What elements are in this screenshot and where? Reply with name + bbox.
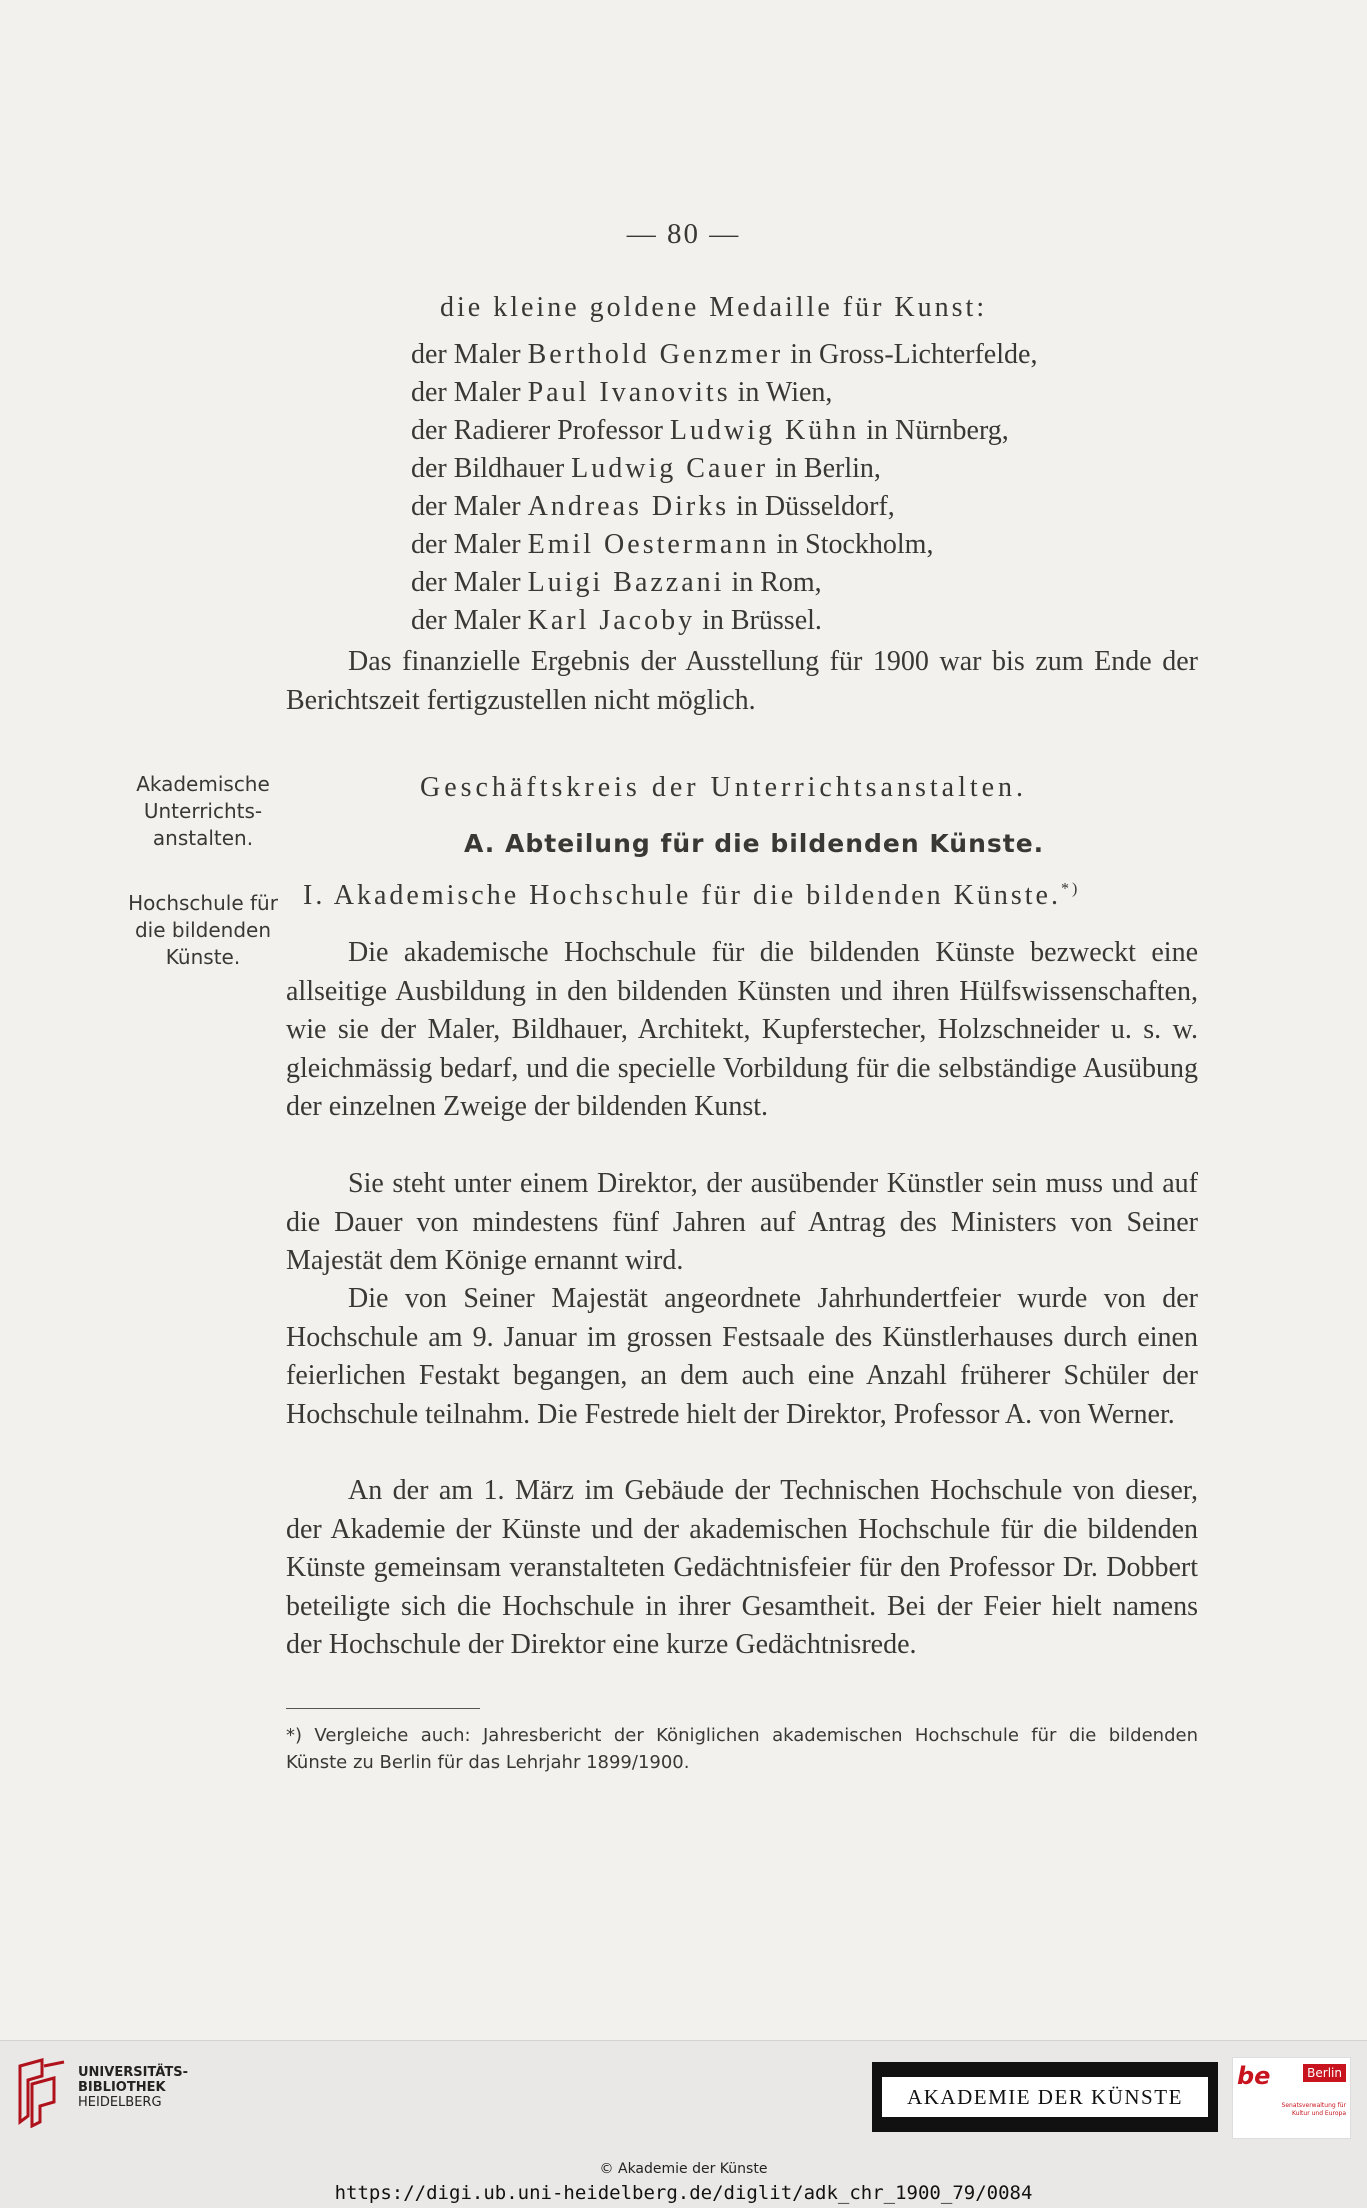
permalink-url[interactable]: https://digi.ub.uni-heidelberg.de/diglit/adk_chr_1900_79/0084 bbox=[334, 2182, 1033, 2204]
footnote: *) Vergleiche auch: Jahresbericht der Königlichen akademischen Hochschule für die bildenden Künste zu Berlin für das Lehrjahr 1899/1900. bbox=[286, 1725, 1198, 1773]
laureate-item: der Maler Andreas Dirks in Düsseldorf, bbox=[411, 491, 895, 522]
footnote-rule bbox=[286, 1708, 480, 1709]
paragraph: An der am 1. März im Gebäude der Technischen Hochschule von dieser, der Akademie der Künste und der akademischen Hochschule für die bildenden Künste gemeinsam veranstalteten Gedächtnisfeier für den Professor Dr. Dobbert beteiligte sich die Hochschule in ihrer Gesamtheit. Bei der Feier hielt namens der Hochschule der Direktor eine kurze Gedächtnisrede. bbox=[286, 1475, 1198, 1660]
finance-paragraph: Das finanzielle Ergebnis der Ausstellung für 1900 war bis zum Ende der Berichtszeit fertigzustellen nicht möglich. bbox=[286, 646, 1198, 716]
laureate-item: der Maler Paul Ivanovits in Wien, bbox=[411, 377, 833, 408]
library-logo-icon bbox=[14, 2056, 70, 2128]
laureate-item: der Maler Luigi Bazzani in Rom, bbox=[411, 567, 822, 598]
chapter-heading: I. Akademische Hochschule für die bildenden Künste.*) bbox=[303, 880, 1081, 911]
section-heading: Geschäftskreis der Unterrichtsanstalten. bbox=[420, 772, 1028, 803]
laureate-item: der Bildhauer Ludwig Cauer in Berlin, bbox=[411, 453, 881, 484]
margin-note-akademische: Akademische Unterrichts- anstalten. bbox=[136, 772, 270, 850]
viewer-footer bbox=[0, 2040, 1367, 2208]
laureate-item: der Radierer Professor Ludwig Kühn in Nürnberg, bbox=[411, 415, 1009, 446]
margin-note-hochschule: Hochschule für die bildenden Künste. bbox=[128, 891, 278, 969]
paragraph: Die von Seiner Majestät angeordnete Jahrhundertfeier wurde von der Hochschule am 9. Januar im grossen Festsaale des Künstlerhauses durch einen feierlichen Festakt begangen, an dem auch eine Anzahl früherer Schüler der Hochschule teilnahm. Die Festrede hielt der Direktor, Professor A. von Werner. bbox=[286, 1283, 1198, 1430]
laureate-item: der Maler Berthold Genzmer in Gross-Lichterfelde, bbox=[411, 339, 1038, 370]
page-number: — 80 — bbox=[626, 218, 741, 250]
copyright-notice: © Akademie der Künste bbox=[599, 2161, 768, 2177]
library-name: UNIVERSITÄTS- BIBLIOTHEK HEIDELBERG bbox=[78, 2065, 188, 2110]
laureate-item: der Maler Karl Jacoby in Brüssel. bbox=[411, 605, 822, 636]
paragraph: Die akademische Hochschule für die bildenden Künste bezweckt eine allseitige Ausbildung in den bildenden Künsten und ihren Hülfswissenschaften, wie sie der Maler, Bildhauer, Architekt, Kupferstecher, Holzschneider u. s. w. gleichmässig bedarf, und die specielle Vorbildung für die selbständige Ausübung der einzelnen Zweige der bildenden Kunst. bbox=[286, 937, 1198, 1122]
laureate-item: der Maler Emil Oestermann in Stockholm, bbox=[411, 529, 934, 560]
medal-heading: die kleine goldene Medaille für Kunst: bbox=[440, 292, 988, 323]
subsection-heading: A. Abteilung für die bildenden Künste. bbox=[464, 829, 1045, 858]
adk-logo[interactable]: AKADEMIE DER KÜNSTE bbox=[872, 2062, 1218, 2132]
paragraph: Sie steht unter einem Direktor, der ausübender Künstler sein muss und auf die Dauer von mindestens fünf Jahren auf Antrag des Ministers von Seiner Majestät dem Könige ernannt wird. bbox=[286, 1168, 1198, 1276]
footnote-marker: *) bbox=[1060, 880, 1081, 898]
berlin-logo[interactable]: be Berlin Senatsverwaltung für Kultur und Europa bbox=[1232, 2057, 1351, 2139]
